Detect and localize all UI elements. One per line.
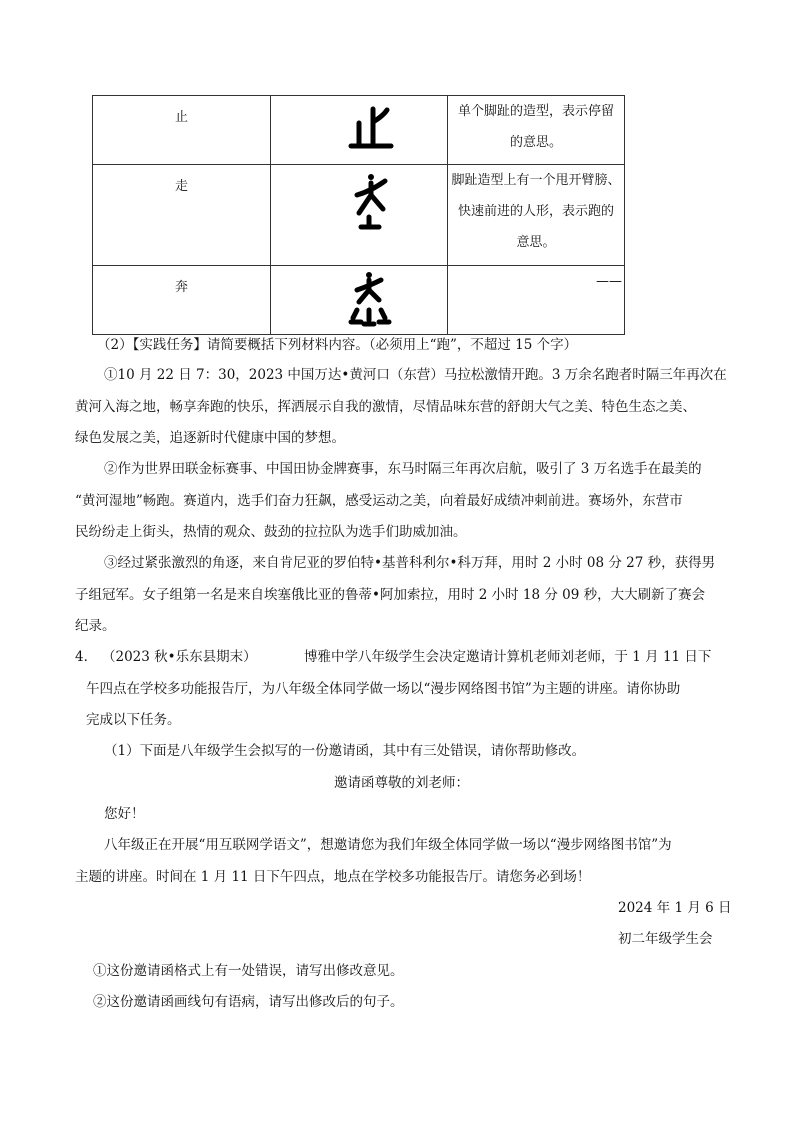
table-row — [93, 266, 625, 335]
task-a: ①这份邀请函格式上有一处错误，请写出修改意见。 — [93, 963, 404, 979]
material-1-line: ①10 月 22 日 7：30，2023 中国万达•黄河口（东营）马拉松激情开跑。3 万余名跑者时隔三年再次在 — [104, 367, 727, 383]
table-row — [93, 165, 625, 266]
ben-ancient-glyph — [271, 266, 447, 330]
glyph-table — [92, 95, 625, 335]
glyph-cell — [270, 266, 447, 335]
material-3-line: 子组冠军。女子组第一名是来自埃塞俄比亚的鲁蒂•阿加索拉，用时 2 小时 18 分 09 秒，大大刷新了赛会 — [75, 587, 706, 603]
question-stem-line: 完成以下任务。 — [86, 712, 181, 728]
letter-signature: 初二年级学生会 — [618, 931, 713, 947]
task2-prompt: （2）【实践任务】请简要概括下列材料内容。（必须用上“跑”，不超过 15 个字） — [97, 337, 578, 353]
zou-ancient-glyph — [271, 165, 447, 261]
task-b: ②这份邀请函画线句有语病，请写出修改后的句子。 — [93, 994, 404, 1010]
letter-body-line: 八年级正在开展“用互联网学语文”，想邀请您为我们年级全体同学做一场以“漫步网络图书馆”为 — [104, 837, 672, 853]
material-3-line: 纪录。 — [75, 618, 116, 634]
material-2-line: ②作为世界田联金标赛事、中国田协金牌赛事，东马时隔三年再次启航，吸引了 3 万名选手在最美的 — [104, 461, 702, 477]
zhi-ancient-glyph — [271, 96, 447, 160]
glyph-cell — [270, 96, 447, 165]
meaning-cell: —— — [447, 266, 624, 335]
letter-heading: 邀请函尊敬的刘老师： — [334, 775, 469, 791]
letter-body-line: 主题的讲座。时间在 1 月 11 日下午四点，地点在学校多功能报告厅。请您务必到场！ — [75, 869, 591, 885]
sub-question-1: （1）下面是八年级学生会拟写的一份邀请函，其中有三处错误，请你帮助修改。 — [104, 743, 586, 759]
question-source: （2023 秋•乐东县期末） — [102, 649, 257, 665]
meaning-cell: 脚趾造型上有一个甩开臂膀、 快速前进的人形，表示跑的 意思。 — [447, 165, 624, 266]
character-cell: 奔 — [93, 266, 271, 335]
question-number: 4． — [75, 649, 98, 665]
material-3-line: ③经过紧张激烈的角逐，来自肯尼亚的罗伯特•基普科利尔•科万拜，用时 2 小时 08 分 27 秒，获得男 — [104, 555, 716, 571]
letter-greeting: 您好！ — [104, 806, 145, 822]
character-cell: 止 — [93, 96, 271, 165]
question-stem-line: 博雅中学八年级学生会决定邀请计算机老师刘老师，于 1 月 11 日下 — [304, 649, 712, 665]
meaning-cell: 单个脚趾的造型，表示停留 的意思。 — [447, 96, 624, 165]
question-stem-line: 午四点在学校多功能报告厅，为八年级全体同学做一场以“漫步网络图书馆”为主题的讲座。请你协助 — [86, 681, 681, 697]
material-1-line: 黄河入海之地，畅享奔跑的快乐，挥洒展示自我的激情，尽情品味东营的舒朗大气之美、特色生态之美、 — [75, 399, 696, 415]
material-2-line: 民纷纷走上街头，热情的观众、鼓劲的拉拉队为选手们助威加油。 — [75, 524, 467, 540]
glyph-cell — [270, 165, 447, 266]
table-row — [93, 96, 625, 165]
material-1-line: 绿色发展之美，追逐新时代健康中国的梦想。 — [75, 430, 345, 446]
material-2-line: “黄河湿地”畅跑。赛道内，选手们奋力狂飙，感受运动之美，向着最好成绩冲刺前进。赛场外，东营市 — [75, 493, 683, 509]
letter-date: 2024 年 1 月 6 日 — [618, 900, 732, 916]
character-cell: 走 — [93, 165, 271, 266]
